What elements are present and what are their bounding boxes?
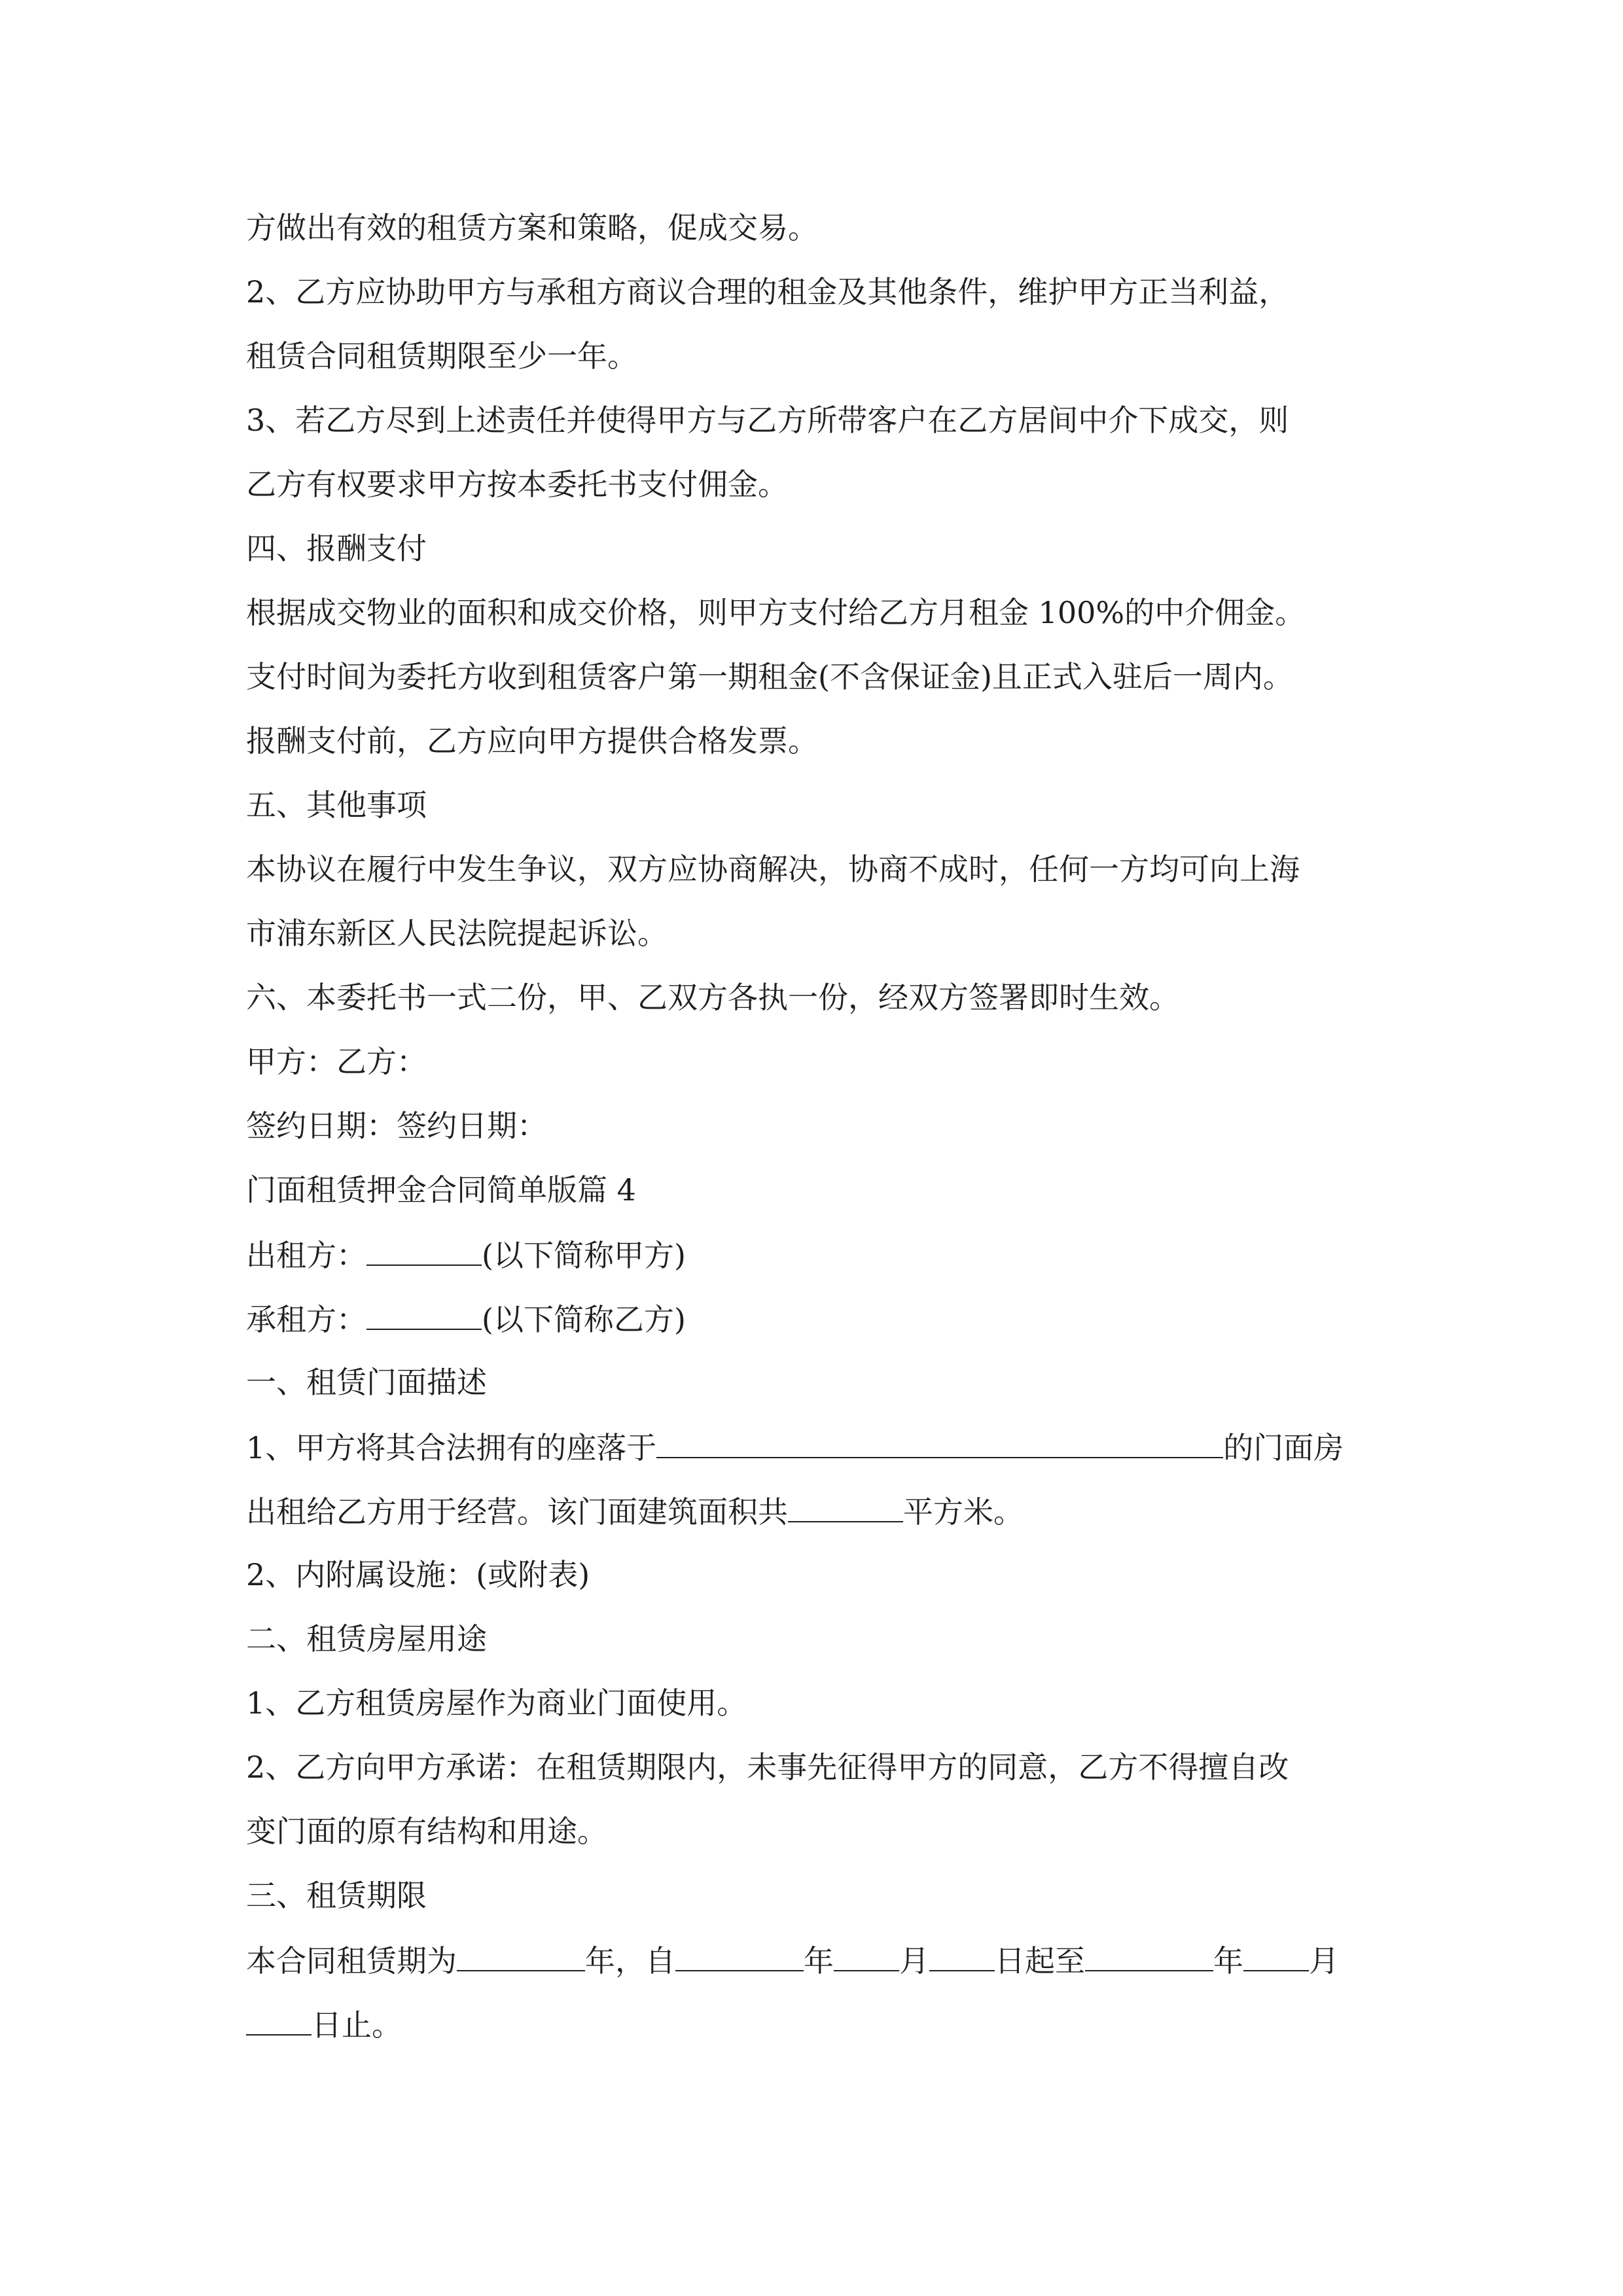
start-day-blank[interactable] (929, 1940, 995, 1971)
section-heading: 五、其他事项 (246, 787, 427, 823)
term-text: 月 (899, 1943, 929, 1979)
item-1-1-after: 的门面房 (1223, 1430, 1344, 1465)
lessee-blank[interactable] (366, 1299, 482, 1330)
text-line: 变门面的原有结构和用途。 (246, 1814, 607, 1849)
text-line: 市浦东新区人民法院提起诉讼。 (246, 916, 668, 951)
signing-date-line: 签约日期：签约日期： (246, 1108, 547, 1143)
term-text: 年 (804, 1943, 834, 1979)
end-day-blank[interactable] (246, 2004, 312, 2036)
text-line: 报酬支付前，乙方应向甲方提供合格发票。 (246, 723, 818, 759)
text-line: 2、乙方应协助甲方与承租方商议合理的租金及其他条件，维护甲方正当利益， (246, 274, 1289, 310)
lessee-line (246, 1299, 686, 1338)
term-text: 日起至 (995, 1943, 1085, 1979)
term-line (246, 1940, 1339, 1979)
lessor-blank[interactable] (366, 1234, 482, 1266)
item-1-1b-after: 平方米。 (903, 1494, 1024, 1530)
text-line: 3、若乙方尽到上述责任并使得甲方与乙方所带客户在乙方居间中介下成交，则 (246, 403, 1289, 438)
section-heading: 一、租赁门面描述 (246, 1365, 487, 1400)
end-year-blank[interactable] (1085, 1940, 1213, 1971)
item-1-1b-before: 出租给乙方用于经营。该门面建筑面积共 (246, 1494, 788, 1530)
contract-title: 门面租赁押金合同简单版篇 4 (246, 1172, 636, 1208)
item-1-1 (246, 1427, 1344, 1466)
start-year-blank[interactable] (675, 1940, 804, 1971)
text-line: 方做出有效的租赁方案和策略，促成交易。 (246, 210, 818, 245)
text-line: 乙方有权要求甲方按本委托书支付佣金。 (246, 467, 788, 502)
term-text: 日止。 (312, 2007, 402, 2043)
item-1-1-before: 1、甲方将其合法拥有的座落于 (246, 1430, 657, 1465)
lessee-label: 承租方： (246, 1302, 366, 1337)
text-line: 1、乙方租赁房屋作为商业门面使用。 (246, 1685, 747, 1721)
text-line: 2、内附属设施：(或附表) (246, 1557, 590, 1592)
lessor-label: 出租方： (246, 1238, 366, 1273)
term-years-blank[interactable] (457, 1940, 585, 1971)
end-month-blank[interactable] (1243, 1940, 1309, 1971)
term-text: 本合同租赁期为 (246, 1943, 457, 1979)
text-line: 支付时间为委托方收到租赁客户第一期租金(不含保证金)且正式入驻后一周内。 (246, 659, 1293, 694)
term-text: 年，自 (585, 1943, 675, 1979)
text-line: 2、乙方向甲方承诺：在租赁期限内，未事先征得甲方的同意，乙方不得擅自改 (246, 1749, 1289, 1785)
section-heading: 三、租赁期限 (246, 1878, 427, 1913)
text-line: 六、本委托书一式二份，甲、乙双方各执一份，经双方签署即时生效。 (246, 980, 1179, 1015)
text-line: 租赁合同租赁期限至少一年。 (246, 338, 637, 374)
section-heading: 二、租赁房屋用途 (246, 1621, 487, 1657)
start-month-blank[interactable] (834, 1940, 899, 1971)
location-blank[interactable] (656, 1427, 1223, 1458)
term-text: 月 (1309, 1943, 1339, 1979)
text-line: 本协议在履行中发生争议，双方应协商解决，协商不成时，任何一方均可向上海 (246, 852, 1300, 887)
lessor-line (246, 1234, 686, 1274)
section-heading: 四、报酬支付 (246, 531, 427, 566)
item-1-1b (246, 1491, 1024, 1530)
area-blank[interactable] (788, 1491, 903, 1522)
term-line-end (246, 2004, 402, 2043)
term-text: 年 (1213, 1943, 1243, 1979)
text-line: 根据成交物业的面积和成交价格，则甲方支付给乙方月租金 100%的中介佣金。 (246, 595, 1306, 630)
signature-line: 甲方：乙方： (246, 1044, 427, 1079)
lessor-suffix: (以下简称甲方) (482, 1238, 686, 1273)
lessee-suffix: (以下简称乙方) (482, 1302, 686, 1337)
